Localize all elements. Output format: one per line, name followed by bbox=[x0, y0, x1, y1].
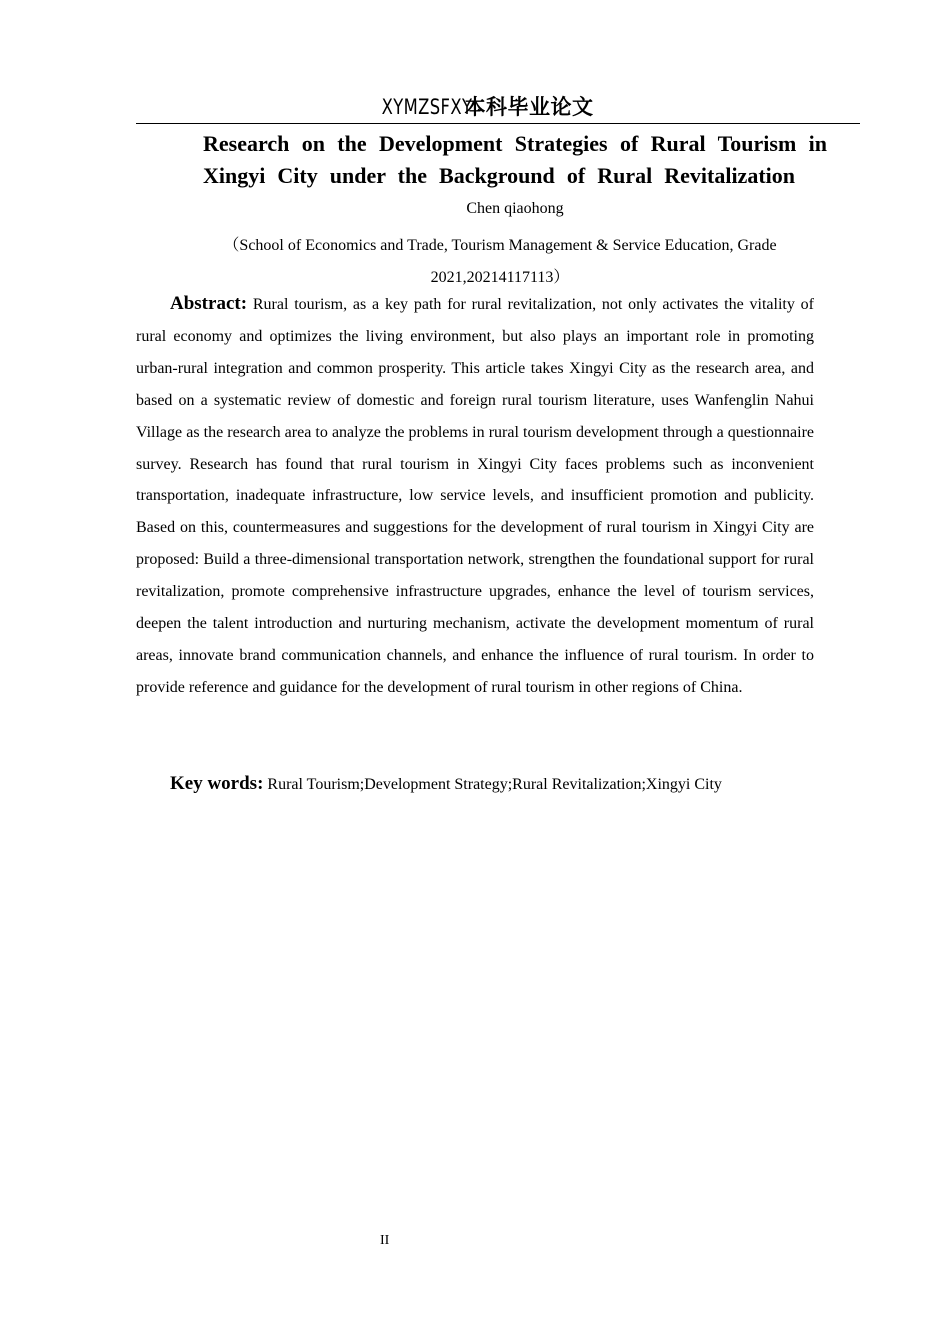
running-header bbox=[0, 92, 950, 122]
affiliation-line-1: （School of Economics and Trade, Tourism Management & Service Education, Grade bbox=[223, 237, 777, 254]
affiliation-line-2: 2021,20214117113） bbox=[430, 269, 570, 286]
author-name: Chen qiaohong bbox=[466, 200, 564, 217]
title-line-2: Xingyi City under the Background of Rural Revitalization bbox=[203, 163, 795, 188]
title-line-1: Research on the Development Strategies of Rural Tourism in bbox=[203, 131, 827, 156]
abstract-text: Rural tourism, as a key path for rural revitalization, not only activates the vitality of rural economy and optimizes the living environment, but also plays an important role in promoting urban-rural integration and common prosperity. This article takes Xingyi City as the research area, and based on a systematic review of domestic and foreign rural tourism literature, uses Wanfenglin Nahui Village as the research area to analyze the problems in rural tourism development through a questionnaire survey. Research has found that rural tourism in Xingyi City faces problems such as inconvenient transportation, inadequate infrastructure, low service levels, and insufficient promotion and publicity. Based on this, countermeasures and suggestions for the development of rural tourism in Xingyi City are proposed: Build a three-dimensional transportation network, strengthen the foundational support for rural revitalization, promote comprehensive infrastructure upgrades, enhance the level of tourism services, deepen the talent introduction and nurturing mechanism, activate the development momentum of rural areas, innovate brand communication channels, and enhance the influence of rural tourism. In order to provide reference and guidance for the development of rural tourism in other regions of China. bbox=[136, 296, 815, 696]
keywords-label: Key words: bbox=[170, 773, 264, 794]
header-label: 本科毕业论文 bbox=[464, 95, 594, 119]
paper-title bbox=[203, 128, 827, 192]
keywords-text: Rural Tourism;Development Strategy;Rural Revitalization;Xingyi City bbox=[267, 776, 722, 793]
header-divider bbox=[136, 123, 860, 124]
abstract-label: Abstract: bbox=[170, 293, 248, 314]
header-code: XYMZSFXY bbox=[382, 95, 473, 119]
affiliation bbox=[0, 230, 950, 294]
keywords-line bbox=[170, 770, 722, 799]
page-number: II bbox=[380, 1233, 390, 1248]
abstract-paragraph bbox=[136, 288, 814, 704]
